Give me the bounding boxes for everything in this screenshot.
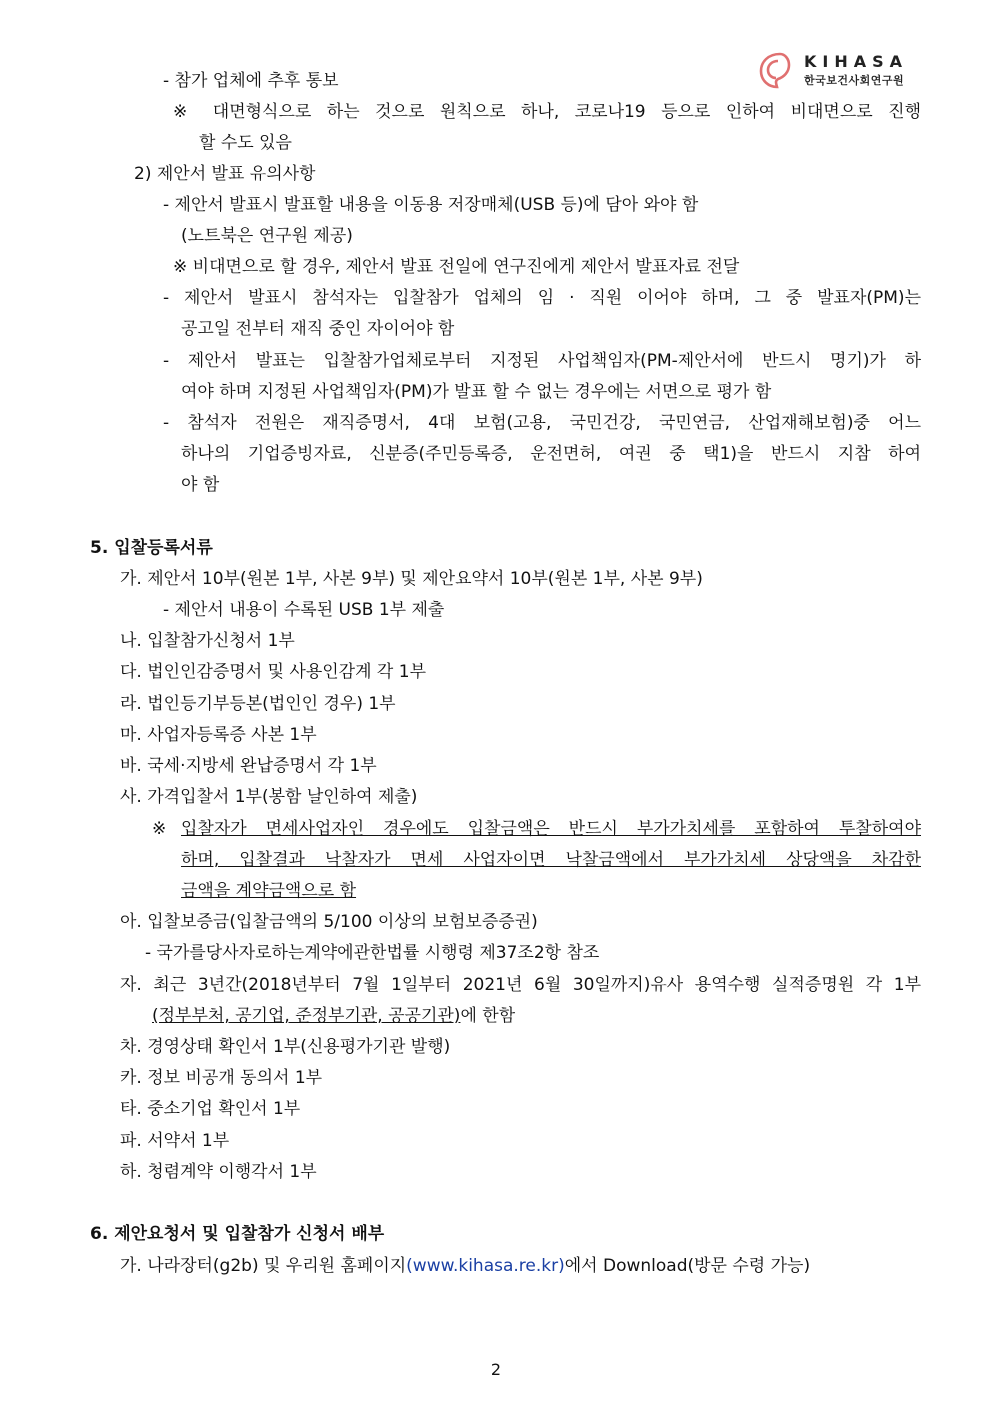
list-item-pa: 파. 서약서 1부 [120, 1131, 230, 1151]
list-item-ja: 자. 최근 3년간(2018년부터 7월 1일부터 2021년 6월 30일까지)유사 용역수행 실적증명원 각 1부 [120, 975, 921, 995]
note-underlined: 금액을 계약금액으로 함 [181, 881, 357, 901]
list-item-ga: 가. 제안서 10부(원본 1부, 사본 9부) 및 제안요약서 10부(원본 1부, 사본 9부) [120, 569, 703, 589]
list-item-ga-sub: - 제안서 내용이 수록된 USB 1부 제출 [163, 600, 445, 620]
list-item-ta: 타. 중소기업 확인서 1부 [120, 1099, 301, 1119]
ja-rest: 에 한함 [460, 1006, 516, 1026]
note-underlined: 하며, 입찰결과 낙찰자가 면세 사업자이면 낙찰금액에서 부가가치세 상당액을 차감한 [181, 850, 921, 870]
list-item-ra: 라. 법인등기부등본(법인인 경우) 1부 [120, 694, 396, 714]
ja-underlined: (정부부처, 공기업, 준정부기관, 공공기관) [152, 1006, 461, 1026]
page-number: 2 [490, 1360, 502, 1379]
subheading-presentation-notes: 2) 제안서 발표 유의사항 [134, 164, 316, 184]
notice-line: - 참가 업체에 추후 통보 [163, 71, 339, 91]
homepage-link[interactable]: (www.kihasa.re.kr) [406, 1256, 565, 1276]
note-line: ※ 비대면으로 할 경우, 제안서 발표 전일에 연구진에게 제안서 발표자료 전달 [173, 257, 740, 277]
bullet-line: - 참석자 전원은 재직증명서, 4대 보험(고용, 국민건강, 국민연금, 산업재해보험)중 어느 [163, 413, 921, 433]
logo-korean: 한국보건사회연구원 [804, 74, 905, 87]
note-mark: ※ [152, 819, 167, 839]
section-heading-6: 6. 제안요청서 및 입찰참가 신청서 배부 [90, 1224, 385, 1244]
list-item-a: 아. 입찰보증금(입찰금액의 5/100 이상의 보험보증증권) [120, 912, 538, 932]
bullet-line: - 제안서 발표시 발표할 내용을 이동용 저장매체(USB 등)에 담아 와야 함 [163, 195, 699, 215]
ga-text-post: 에서 Download(방문 수령 가능) [564, 1256, 811, 1276]
ga-text: 가. 나라장터(g2b) 및 우리원 홈페이지 [120, 1256, 407, 1276]
list-item-na: 나. 입찰참가신청서 1부 [120, 631, 295, 651]
bullet-line: - 제안서 발표는 입찰참가업체로부터 지정된 사업책임자(PM-제안서에 반드시 명기)가 하 [163, 351, 921, 371]
list-item-ma: 마. 사업자등록증 사본 1부 [120, 725, 317, 745]
list-item-da: 다. 법인인감증명서 및 사용인감계 각 1부 [120, 662, 426, 682]
list-item-ha: 하. 청렴계약 이행각서 1부 [120, 1162, 317, 1182]
note-line: ※ 대면형식으로 하는 것으로 원칙으로 하나, 코로나19 등으로 인하여 비대면으로 진행 [173, 102, 921, 122]
kihasa-logo-mark-icon [756, 50, 796, 90]
list-item-cha: 차. 경영상태 확인서 1부(신용평가기관 발행) [120, 1037, 451, 1057]
bullet-line-cont: 여야 하며 지정된 사업책임자(PM)가 발표 할 수 없는 경우에는 서면으로 평가 함 [181, 382, 772, 402]
logo-english: KIHASA [804, 52, 909, 71]
note-underlined: 입찰자가 면세사업자인 경우에도 입찰금액은 반드시 부가가치세를 포함하여 투찰하여야 [181, 819, 921, 839]
bullet-line-cont: 공고일 전부터 재직 중인 자이어야 함 [181, 319, 455, 339]
list-item-sa: 사. 가격입찰서 1부(봉함 날인하여 제출) [120, 787, 418, 807]
note-line-cont: 할 수도 있음 [199, 133, 292, 153]
bullet-line: - 제안서 발표시 참석자는 입찰참가 업체의 임 · 직원 이어야 하며, 그 중 발표자(PM)는 [163, 288, 921, 308]
list-item-a-sub: - 국가를당사자로하는계약에관한법률 시행령 제37조2항 참조 [145, 943, 600, 963]
list-item-ja-cont [152, 1005, 515, 1027]
list-item-6-ga [120, 1255, 810, 1277]
bullet-line-cont: (노트북은 연구원 제공) [181, 226, 353, 246]
section-heading-5: 5. 입찰등록서류 [90, 538, 213, 558]
kihasa-logo [756, 50, 936, 94]
list-item-ba: 바. 국세·지방세 완납증명서 각 1부 [120, 756, 377, 776]
bullet-line-cont: 야 함 [181, 475, 220, 495]
bullet-line-cont: 하나의 기업증빙자료, 신분증(주민등록증, 운전면허, 여권 중 택1)을 반드시 지참 하여 [181, 444, 921, 464]
list-item-ka: 카. 정보 비공개 동의서 1부 [120, 1068, 323, 1088]
